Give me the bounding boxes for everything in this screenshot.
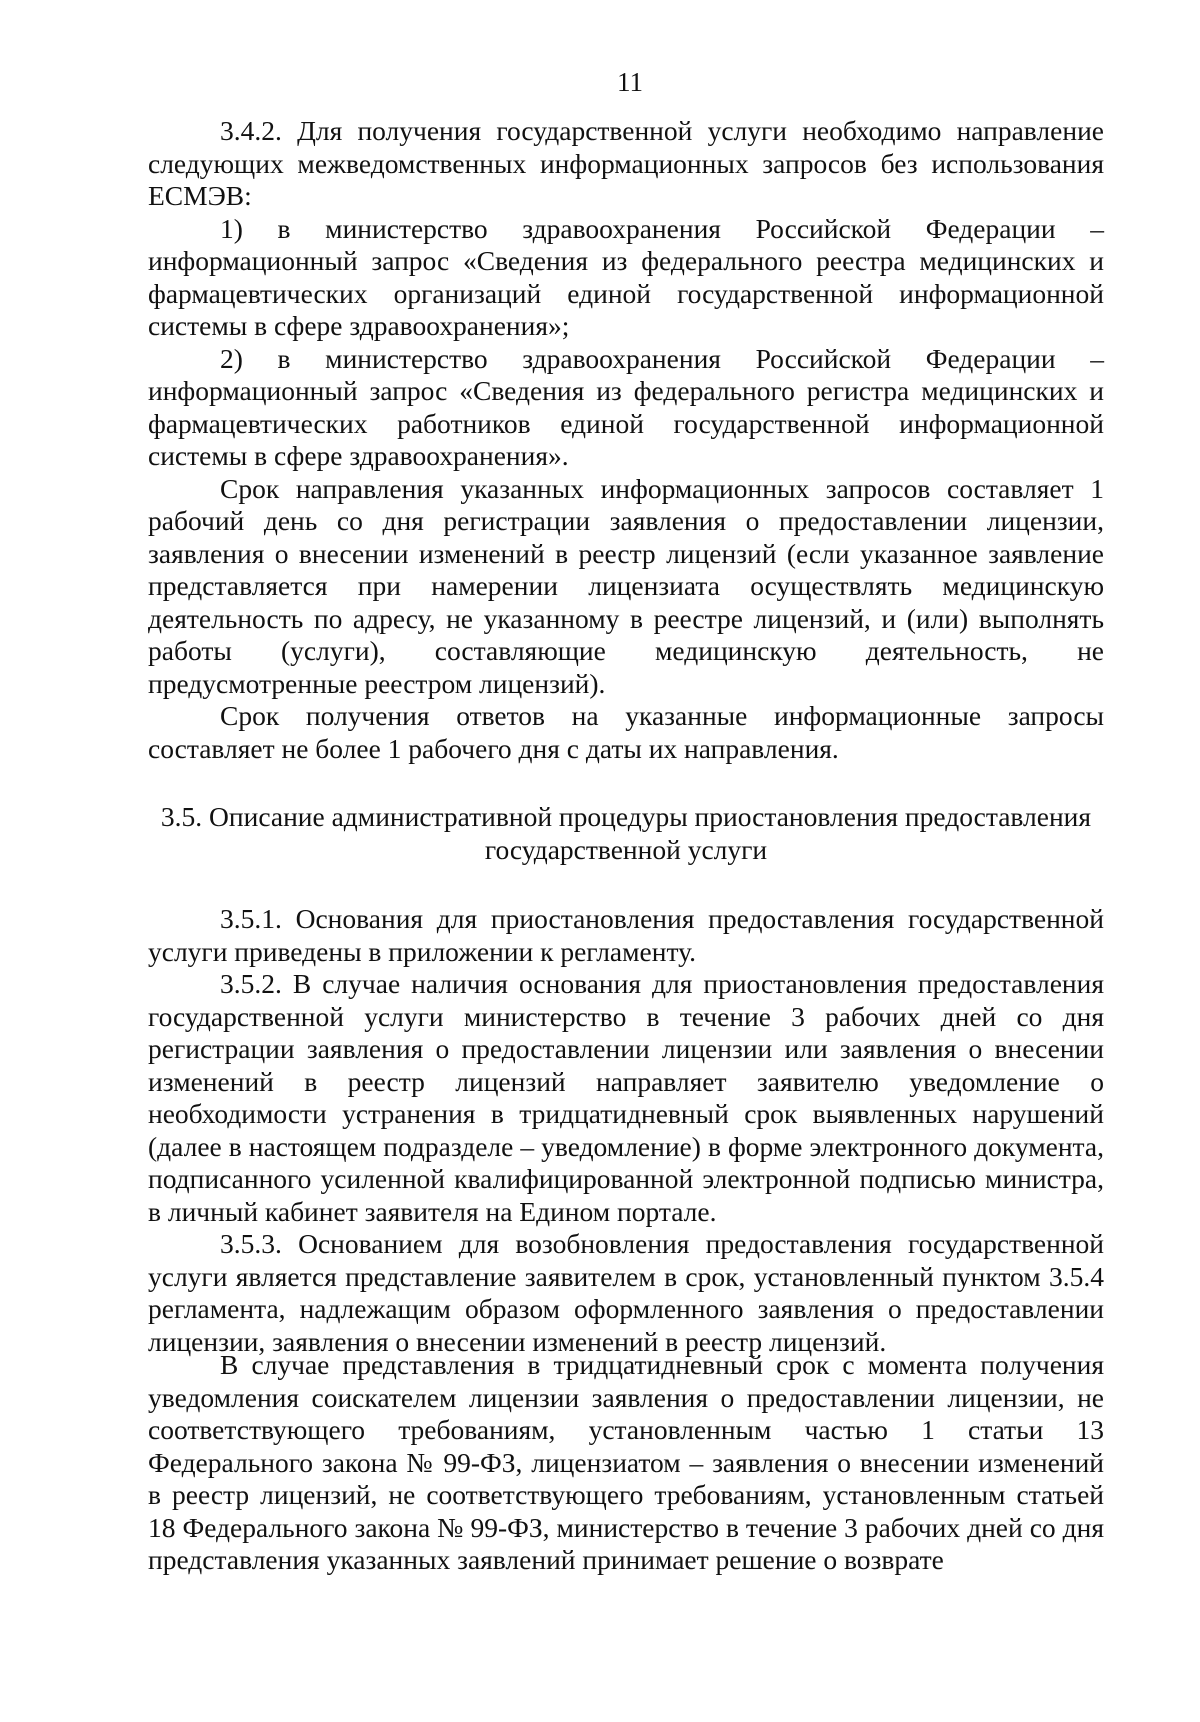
paragraph-3-5-2: 3.5.2. В случае наличия основания для приостановления предоставления государственной услуги министерство в течение 3 рабочих дней со дня регистрации заявления о предоставлении лицензии или заявления о внесении изменений в реестр лицензий направляет заявителю уведомление о необходимости устранения в тридцатидневный срок выявленных нарушений (далее в настоящем подразделе – уведомление) в форме электронного документа, подписанного усиленной квалифицированной электронной подписью министра, в личный кабинет заявителя на Едином портале. [148,968,1104,1227]
page-number: 11 [617,67,643,97]
section-heading-3-5: 3.5. Описание административной процедуры приостановления предоставления государственной услуги [160,801,1092,865]
text-block-3-5 [148,903,1104,1358]
text-block-3-4-2 [148,115,1104,765]
paragraph-3-4-2: 3.4.2. Для получения государственной услуги необходимо направление следующих межведомственных информационных запросов без использования ЕСМЭВ: [148,115,1104,211]
paragraph-request-2: 2) в министерство здравоохранения Российской Федерации – информационный запрос «Сведения из федерального регистра медицинских и фармацевтических работников единой государственной информационной системы в сфере здравоохранения». [148,342,1104,471]
paragraph-request-deadline: Срок направления указанных информационных запросов составляет 1 рабочий день со дня регистрации заявления о предоставлении лицензии, заявления о внесении изменений в реестр лицензий (если указанное заявление представляется при намерении лицензиата осуществлять медицинскую деятельность по адресу, не указанному в реестре лицензий, и (или) выполнять работы (услуги), составляющие медицинскую деятельность, не предусмотренные реестром лицензий). [148,472,1104,699]
paragraph-3-5-1: 3.5.1. Основания для приостановления предоставления государственной услуги приведены в приложении к регламенту. [148,903,1104,967]
text-block-return-case [148,1349,1104,1577]
paragraph-return-case: В случае представления в тридцатидневный срок с момента получения уведомления соискателем лицензии заявления о предоставлении лицензии, не соответствующего требованиям, установленным частью 1 статьи 13 Федерального закона № 99-ФЗ, лицензиатом – заявления о внесении изменений в реестр лицензий, не соответствующего требованиям, установленным статьей 18 Федерального закона № 99-ФЗ, министерство в течение 3 рабочих дней со дня представления указанных заявлений принимает решение о возврате [148,1349,1104,1575]
paragraph-3-5-3: 3.5.3. Основанием для возобновления предоставления государственной услуги является представление заявителем в срок, установленный пунктом 3.5.4 регламента, надлежащим образом оформленного заявления о предоставлении лицензии, заявления о внесении изменений в реестр лицензий. [148,1228,1104,1357]
paragraph-request-1: 1) в министерство здравоохранения Российской Федерации – информационный запрос «Сведения из федерального реестра медицинских и фармацевтических организаций единой государственной информационной системы в сфере здравоохранения»; [148,212,1104,341]
paragraph-response-deadline: Срок получения ответов на указанные информационные запросы составляет не более 1 рабочего дня с даты их направления. [148,700,1104,764]
